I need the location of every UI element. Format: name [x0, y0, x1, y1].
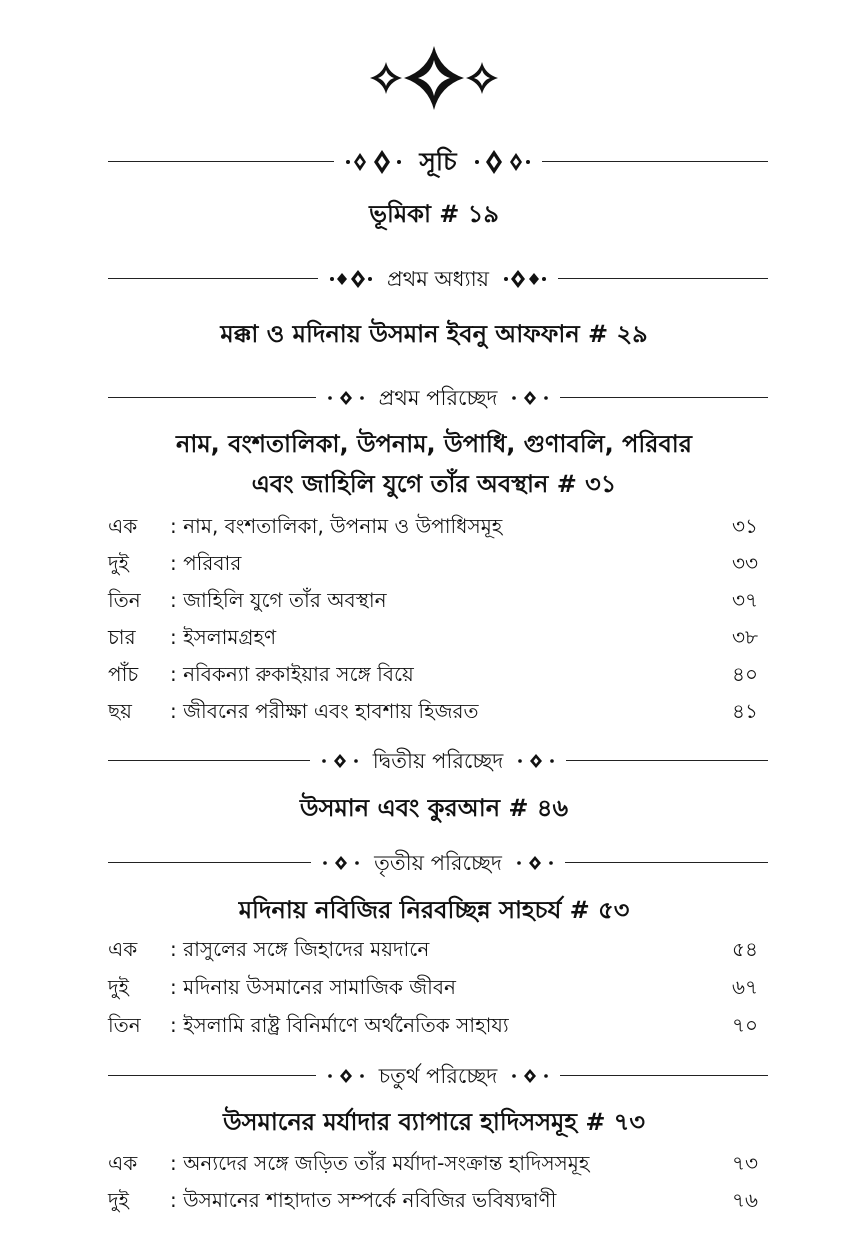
chapter-divider — [108, 263, 768, 293]
entry-number: তিন — [108, 1013, 141, 1037]
chapter-label: প্রথম অধ্যায় — [386, 266, 490, 291]
toc-entry — [108, 694, 768, 728]
section-title: উসমানের মর্যাদার ব্যাপারে হাদিসসমূহ # ৭৩ — [222, 1108, 646, 1136]
entry-number: এক — [108, 1151, 138, 1175]
section-title: উসমান এবং কুরআন # ৪৬ — [299, 794, 569, 822]
toc-heading-divider — [108, 146, 768, 176]
diamond-ornament-icon — [516, 752, 556, 770]
entry-page: ৩৩ — [731, 551, 758, 575]
section-title-line2: এবং জাহিলি যুগে তাঁর অবস্থান # ৩১ — [251, 470, 617, 498]
diamond-ornament-icon — [470, 150, 532, 174]
intro-entry: ভূমিকা # ১৯ — [369, 200, 499, 228]
entry-number: এক — [108, 937, 138, 961]
entry-title: : নবিকন্যা রুকাইয়ার সঙ্গে বিয়ে — [170, 662, 414, 686]
entry-number: চার — [108, 625, 136, 649]
top-ornament-icon — [0, 38, 868, 118]
entry-title: : পরিবার — [170, 551, 242, 575]
section-title: মদিনায় নবিজির নিরবচ্ছিন্ন সাহচর্য # ৫৩ — [238, 896, 630, 924]
toc-entry — [108, 1008, 768, 1042]
section-divider — [108, 1060, 768, 1090]
diamond-ornament-icon — [321, 854, 361, 872]
toc-entry — [108, 657, 768, 691]
entry-page: ৪০ — [732, 662, 758, 686]
entry-title: : অন্যদের সঙ্গে জড়িত তাঁর মর্যাদা-সংক্রান্ত হাদিসসমূহ — [170, 1151, 590, 1175]
entry-number: দুই — [108, 975, 129, 999]
diamond-ornament-icon — [515, 854, 555, 872]
entry-title: : রাসুলের সঙ্গে জিহাদের ময়দানে — [170, 937, 430, 961]
section-label: তৃতীয় পরিচ্ছেদ — [374, 850, 502, 875]
toc-heading: সূচি — [419, 146, 457, 176]
diamond-ornament-icon — [510, 389, 550, 407]
entry-number: দুই — [108, 551, 129, 575]
diamond-ornament-icon — [326, 1067, 366, 1085]
entry-number: এক — [108, 514, 138, 538]
toc-entry — [108, 583, 768, 617]
entry-title: : নাম, বংশতালিকা, উপনাম ও উপাধিসমূহ — [170, 514, 503, 538]
toc-entry — [108, 1183, 768, 1217]
diamond-ornament-icon — [502, 269, 548, 289]
entry-title: : জাহিলি যুগে তাঁর অবস্থান — [170, 588, 387, 612]
entry-page: ৭০ — [731, 1013, 758, 1037]
entry-title: : ইসলামি রাষ্ট্র বিনির্মাণে অর্থনৈতিক সাহায্য — [170, 1013, 509, 1037]
entry-number: তিন — [108, 588, 141, 612]
entry-title: : মদিনায় উসমানের সামাজিক জীবন — [170, 975, 456, 999]
diamond-ornament-icon — [328, 269, 374, 289]
entry-title: : জীবনের পরীক্ষা এবং হাবশায় হিজরত — [170, 699, 479, 723]
section-divider — [108, 847, 768, 877]
section-label: চতুর্থ পরিচ্ছেদ — [378, 1063, 498, 1088]
chapter-title: মক্কা ও মদিনায় উসমান ইবনু আফফান # ২৯ — [220, 320, 648, 348]
toc-entry — [108, 932, 768, 966]
section-divider — [108, 382, 768, 412]
entry-page: ৭৬ — [731, 1188, 758, 1212]
section-title-line1: নাম, বংশতালিকা, উপনাম, উপাধি, গুণাবলি, পরিবার — [176, 430, 692, 458]
section-divider — [108, 745, 768, 775]
entry-page: ৩৮ — [732, 625, 758, 649]
entry-number: ছয় — [108, 699, 132, 723]
entry-number: পাঁচ — [108, 662, 139, 686]
toc-entry — [108, 970, 768, 1004]
entry-page: ৪১ — [732, 699, 758, 723]
diamond-ornament-icon — [320, 752, 360, 770]
entry-page: ৫৪ — [732, 937, 758, 961]
toc-entry — [108, 1146, 768, 1180]
diamond-ornament-icon — [326, 389, 366, 407]
entry-number: দুই — [108, 1188, 129, 1212]
section-label: দ্বিতীয় পরিচ্ছেদ — [372, 748, 504, 773]
entry-page: ৩৭ — [731, 588, 758, 612]
entry-page: ৩১ — [732, 514, 758, 538]
entry-title: : উসমানের শাহাদাত সম্পর্কে নবিজির ভবিষ্যদ্বাণী — [170, 1188, 557, 1212]
toc-entry — [108, 546, 768, 580]
section-label: প্রথম পরিচ্ছেদ — [378, 385, 498, 410]
entry-title: : ইসলামগ্রহণ — [170, 625, 277, 649]
toc-entry — [108, 509, 768, 543]
diamond-ornament-icon — [344, 150, 406, 174]
entry-page: ৬৭ — [731, 975, 758, 999]
diamond-ornament-icon — [510, 1067, 550, 1085]
entry-page: ৭৩ — [731, 1151, 758, 1175]
toc-entry — [108, 620, 768, 654]
